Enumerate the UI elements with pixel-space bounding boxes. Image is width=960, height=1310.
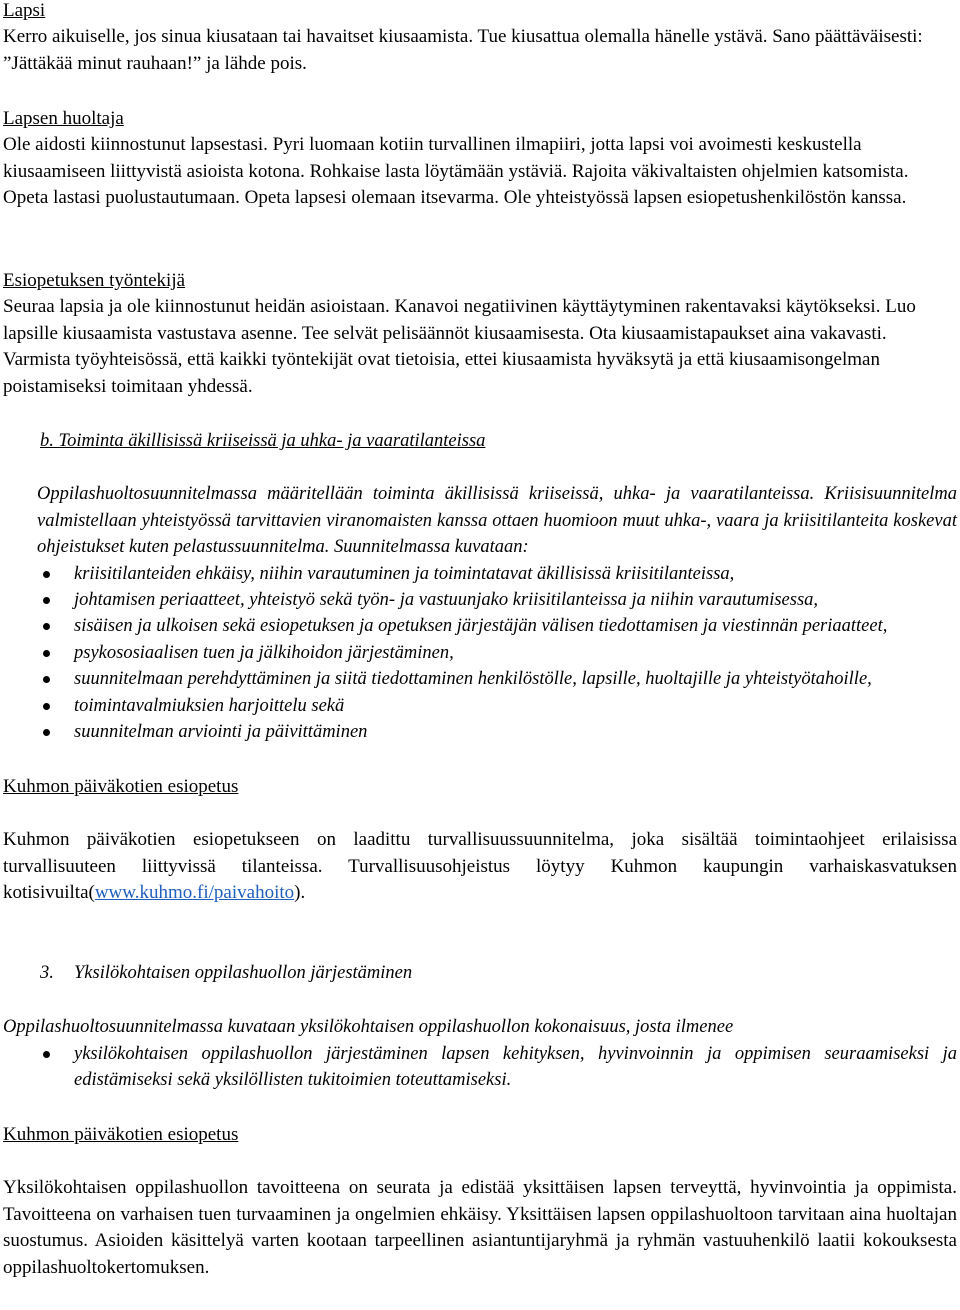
bullet-icon (43, 597, 50, 604)
text-kuhmo-2: Yksilökohtaisen oppilashuollon tavoitteena on seurata ja edistää yksittäisen lapsen terveyttä, hyvinvointia ja oppimista. Tavoitteena on varhaisen tuen turvaaminen ja ongelmien ehkäisy. Yksittäisen lapsen oppilashuoltoon tarvitaan aina huoltajan suostumus. Asioiden käsittelyä varten kootaan tarpeellinen asiantuntijaryhmä ja ryhmän vastuuhenkilö laatii kokouksesta oppilashuoltokertomuksen. (3, 1177, 957, 1278)
heading-section-b: b. Toiminta äkillisissä kriiseissä ja uhka- ja vaaratilanteissa (40, 431, 486, 451)
section-lapsi (3, 0, 957, 77)
text-tyontekija: Seuraa lapsia ja ole kiinnostunut heidän asioistaan. Kanavoi negatiivinen käyttäytyminen rakentavaksi käytökseksi. Luo lapsille kiusaamista vastustava asenne. Tee selvät pelisäännöt kiusaamisesta. Ota kiusaamistapaukset aina vakavasti. Varmista työyhteisössä, että kaikki työntekijät ovat tietoisia, ettei kiusaamista hyväksytä ja että kiusaamisongelman poistamiseksi toimitaan yhdessä. (3, 296, 916, 397)
heading-huoltaja: Lapsen huoltaja (3, 108, 124, 129)
section-title: Yksilökohtaisen oppilashuollon järjestäminen (74, 963, 413, 983)
section-kuhmo-1 (3, 774, 957, 907)
heading-lapsi: Lapsi (3, 0, 46, 21)
list-item: yksilökohtaisen oppilashuollon järjestäminen lapsen kehityksen, hyvinvoinnin ja oppimisen seuraamiseksi ja edistämiseksi sekä yksilöllisten tukitoimien toteuttamiseksi. (3, 1041, 957, 1094)
section-number: 3. (40, 963, 54, 983)
section-kuhmo-2 (3, 1122, 957, 1281)
text-huoltaja: Ole aidosti kiinnostunut lapsestasi. Pyri luomaan kotiin turvallinen ilmapiiri, jotta lapsi voi avoimesti keskustella kiusaamiseen liittyvistä asioista kotona. Rohkaise lasta löytämään ystäviä. Rajoita väkivaltaisten ohjelmien katsomista. Opeta lastasi puolustautumaan. Opeta lapsesi olemaan itsevarma. Ole yhteistyössä lapsen esiopetushenkilöstön kanssa. (3, 134, 909, 209)
section-3 (3, 960, 957, 1094)
bullet-icon (43, 571, 50, 578)
section-b (3, 428, 957, 745)
bullet-icon (43, 623, 50, 630)
kuhmo-paivahoito-link[interactable]: www.kuhmo.fi/paivahoito (94, 882, 295, 904)
text-section-b: Oppilashuoltosuunnitelmassa määritellään toiminta äkillisissä kriiseissä, uhka- ja vaaratilanteissa. Kriisisuunnitelma valmistellaan yhteistyössä tarvittavien viranomaisten kanssa ottaen huomioon muut uhka-, vaara ja kriisitilanteita koskevat ohjeistukset kuten pelastussuunnitelma. Suunnitelmassa kuvataan: (37, 484, 957, 558)
list-item: suunnitelmaan perehdyttäminen ja siitä tiedottaminen henkilöstölle, lapsille, huoltajille ja yhteistyötahoille, (3, 666, 957, 692)
list-item: suunnitelman arviointi ja päivittäminen (3, 719, 957, 745)
list-item: sisäisen ja ulkoisen sekä esiopetuksen ja opetuksen järjestäjän välisen tiedottamisen ja viestinnän periaatteet, (3, 613, 957, 639)
text-lapsi: Kerro aikuiselle, jos sinua kiusataan tai havaitset kiusaamista. Tue kiusattua olemalla hänelle ystävä. Sano päättäväisesti: ”Jättäkää minut rauhaan!” ja lähde pois. (3, 26, 923, 74)
list-item: toimintavalmiuksien harjoittelu sekä (3, 693, 957, 719)
heading-section-3 (40, 960, 957, 986)
bullet-icon (43, 703, 50, 710)
list-item: psykososiaalisen tuen ja jälkihoidon järjestäminen, (3, 640, 957, 666)
list-item: johtamisen periaatteet, yhteistyö sekä työn- ja vastuunjako kriisitilanteissa ja niihin varautumisessa, (3, 587, 957, 613)
heading-kuhmo-1: Kuhmon päiväkotien esiopetus (3, 776, 239, 797)
heading-kuhmo-2: Kuhmon päiväkotien esiopetus (3, 1124, 239, 1145)
heading-tyontekija: Esiopetuksen työntekijä (3, 270, 186, 291)
section-tyontekija (3, 268, 957, 400)
text-section-3-intro: Oppilashuoltosuunnitelmassa kuvataan yksilökohtaisen oppilashuollon kokonaisuus, josta ilmenee (3, 1017, 734, 1038)
bullet-icon (43, 650, 50, 657)
text-kuhmo-1: Kuhmon päiväkotien esiopetukseen on laadittu turvallisuussuunnitelma, joka sisältää toimintaohjeet erilaisissa turvallisuuteen liittyvissä tilanteissa. Turvallisuusohjeistus löytyy Kuhmon kaupungin varhaiskasvatuksen kotisivuilta(www.kuhmo.fi/paivahoito). (3, 829, 957, 904)
bullet-list-section-b (3, 561, 957, 746)
bullet-icon (43, 1051, 50, 1058)
bullet-icon (43, 729, 50, 736)
bullet-list-section-3 (3, 1041, 957, 1094)
section-huoltaja (3, 106, 957, 212)
list-item: kriisitilanteiden ehkäisy, niihin varautuminen ja toimintatavat äkillisissä kriisitilanteissa, (3, 561, 957, 587)
bullet-icon (43, 676, 50, 683)
